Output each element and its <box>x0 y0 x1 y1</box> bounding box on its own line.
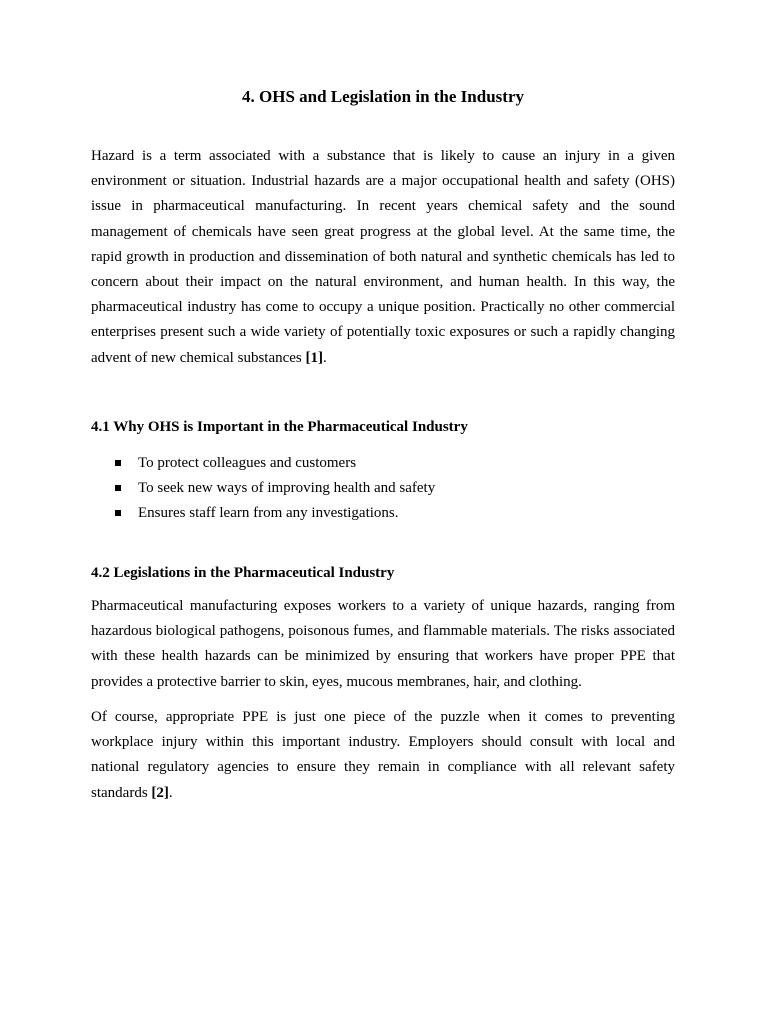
legislation-paragraph-1: Pharmaceutical manufacturing exposes workers to a variety of unique hazards, ranging from hazardous biological pathogens, poisonous fumes, and flammable materials. The risks associated with these health hazards can be minimized by ensuring that workers have proper PPE that provides a protective barrier to skin, eyes, mucous membranes, hair, and clothing. <box>91 598 675 690</box>
section-heading-4-2: 4.2 Legislations in the Pharmaceutical Industry <box>91 565 395 581</box>
page-title: 4. OHS and Legislation in the Industry <box>242 87 524 106</box>
intro-paragraph <box>91 144 675 371</box>
square-bullet-icon <box>115 460 121 466</box>
square-bullet-icon <box>115 510 121 516</box>
legislation-paragraph-2 <box>91 705 675 806</box>
intro-text: Hazard is a term associated with a substance that is likely to cause an injury in a given environment or situation. Industrial hazards are a major occupational health and safety (OHS) issue in pharmaceutical manufacturing. In recent years chemical safety and the sound management of chemicals have seen great progress at the global level. At the same time, the rapid growth in production and dissemination of both natural and synthetic chemicals has led to concern about their impact on the natural environment, and human health. In this way, the pharmaceutical industry has come to occupy a unique position. Practically no other commercial enterprises present such a wide variety of potentially toxic exposures or such a rapidly changing advent of new chemical substances <box>91 148 675 366</box>
list-item-text: To protect colleagues and customers <box>138 455 357 471</box>
square-bullet-icon <box>115 485 121 491</box>
citation-2: [2] <box>151 784 169 801</box>
list-item <box>91 451 675 476</box>
list-item-text: To seek new ways of improving health and safety <box>138 480 436 497</box>
legislation-paragraph-2-end: . <box>168 784 173 801</box>
list-item <box>91 501 675 526</box>
list-item <box>91 476 675 501</box>
section-heading-4-1: 4.1 Why OHS is Important in the Pharmaceutical Industry <box>91 419 468 435</box>
bullet-list <box>91 451 675 527</box>
list-item-text: Ensures staff learn from any investigations. <box>138 505 399 522</box>
legislation-paragraph-2-text: Of course, appropriate PPE is just one piece of the puzzle when it comes to preventing workplace injury within this important industry. Employers should consult with local and national regulatory agencies to ensure they remain in compliance with all relevant safety standards <box>91 709 675 801</box>
citation-1: [1] <box>305 349 324 366</box>
intro-end: . <box>323 349 327 366</box>
